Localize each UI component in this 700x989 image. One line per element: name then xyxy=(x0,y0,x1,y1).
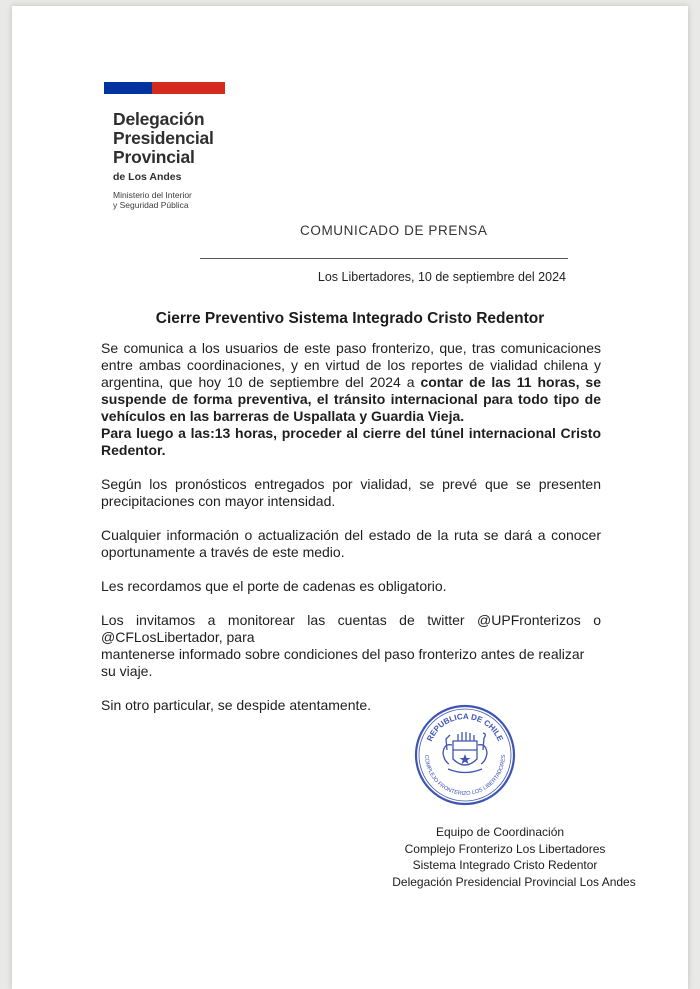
paragraph: Cualquier información o actualización del estado de la ruta se dará a conocer oportunamente a través de este medio. xyxy=(101,527,601,560)
paragraph-bold-text: Para luego a las:13 horas, proceder al cierre del túnel internacional Cristo Redentor. xyxy=(101,425,601,458)
paragraph: Les recordamos que el porte de cadenas es obligatorio. xyxy=(101,578,447,594)
paragraph: Sin otro particular, se despide atentamente. xyxy=(101,697,372,713)
paragraph xyxy=(101,340,601,425)
flag-blue-stripe xyxy=(104,82,152,94)
paragraph: Según los pronósticos entregados por vialidad, se prevé que se presenten precipitaciones con mayor intensidad. xyxy=(101,476,601,509)
paragraph: mantenerse informado sobre condiciones del paso fronterizo antes de realizar su viaje. xyxy=(101,646,585,679)
org-name-line: Presidencial xyxy=(113,128,214,148)
paragraph-bold-text: contar de las 11 horas, se suspende de forma preventiva, el tránsito internacional para todo tipo de vehículos en las barreras de Uspallata y Guardia Vieja. xyxy=(101,374,602,424)
document-title: Cierre Preventivo Sistema Integrado Cristo Redentor xyxy=(155,310,545,327)
heading-divider xyxy=(200,258,568,259)
flag-bar xyxy=(104,82,225,94)
signature-line: Complejo Fronterizo Los Libertadores xyxy=(404,841,606,856)
paragraph-text: Se comunica a los usuarios de este paso fronterizo, que, tras comunicaciones entre ambas coordinaciones, y en virtud de los reportes de vialidad chilena y argentina, que hoy 10 de septiembre del 2024 a xyxy=(101,340,601,390)
document-body xyxy=(101,340,601,714)
seal-top-text: REPUBLICA DE CHILE xyxy=(425,711,505,743)
dateline: Los Libertadores, 10 de septiembre del 2024 xyxy=(317,270,566,284)
seal-bottom-text: COMPLEJO FRONTERIZO LOS LIBERTADORES xyxy=(422,754,508,798)
org-name-line: Delegación xyxy=(113,109,205,129)
ministry-name xyxy=(113,190,214,210)
org-name-line: Provincial xyxy=(113,147,195,167)
paragraph: Los invitamos a monitorear las cuentas de twitter @UPFronterizos o @CFLosLibertador, para xyxy=(101,612,601,645)
signature-line: Delegación Presidencial Provincial Los Andes xyxy=(392,874,636,889)
ministry-line: Ministerio del Interior xyxy=(113,190,192,200)
signature-line: Equipo de Coordinación xyxy=(435,825,565,839)
letterhead xyxy=(113,110,214,210)
document-heading: COMUNICADO DE PRENSA xyxy=(300,223,488,238)
org-subtitle: de Los Andes xyxy=(113,171,182,183)
signature-block xyxy=(340,824,670,890)
signature-line: Sistema Integrado Cristo Redentor xyxy=(412,858,598,872)
paragraph xyxy=(101,425,601,459)
coat-of-arms-icon xyxy=(443,732,487,773)
flag-red-stripe xyxy=(152,82,225,94)
seal-stamp xyxy=(413,703,517,807)
ministry-line: y Seguridad Pública xyxy=(113,200,189,210)
